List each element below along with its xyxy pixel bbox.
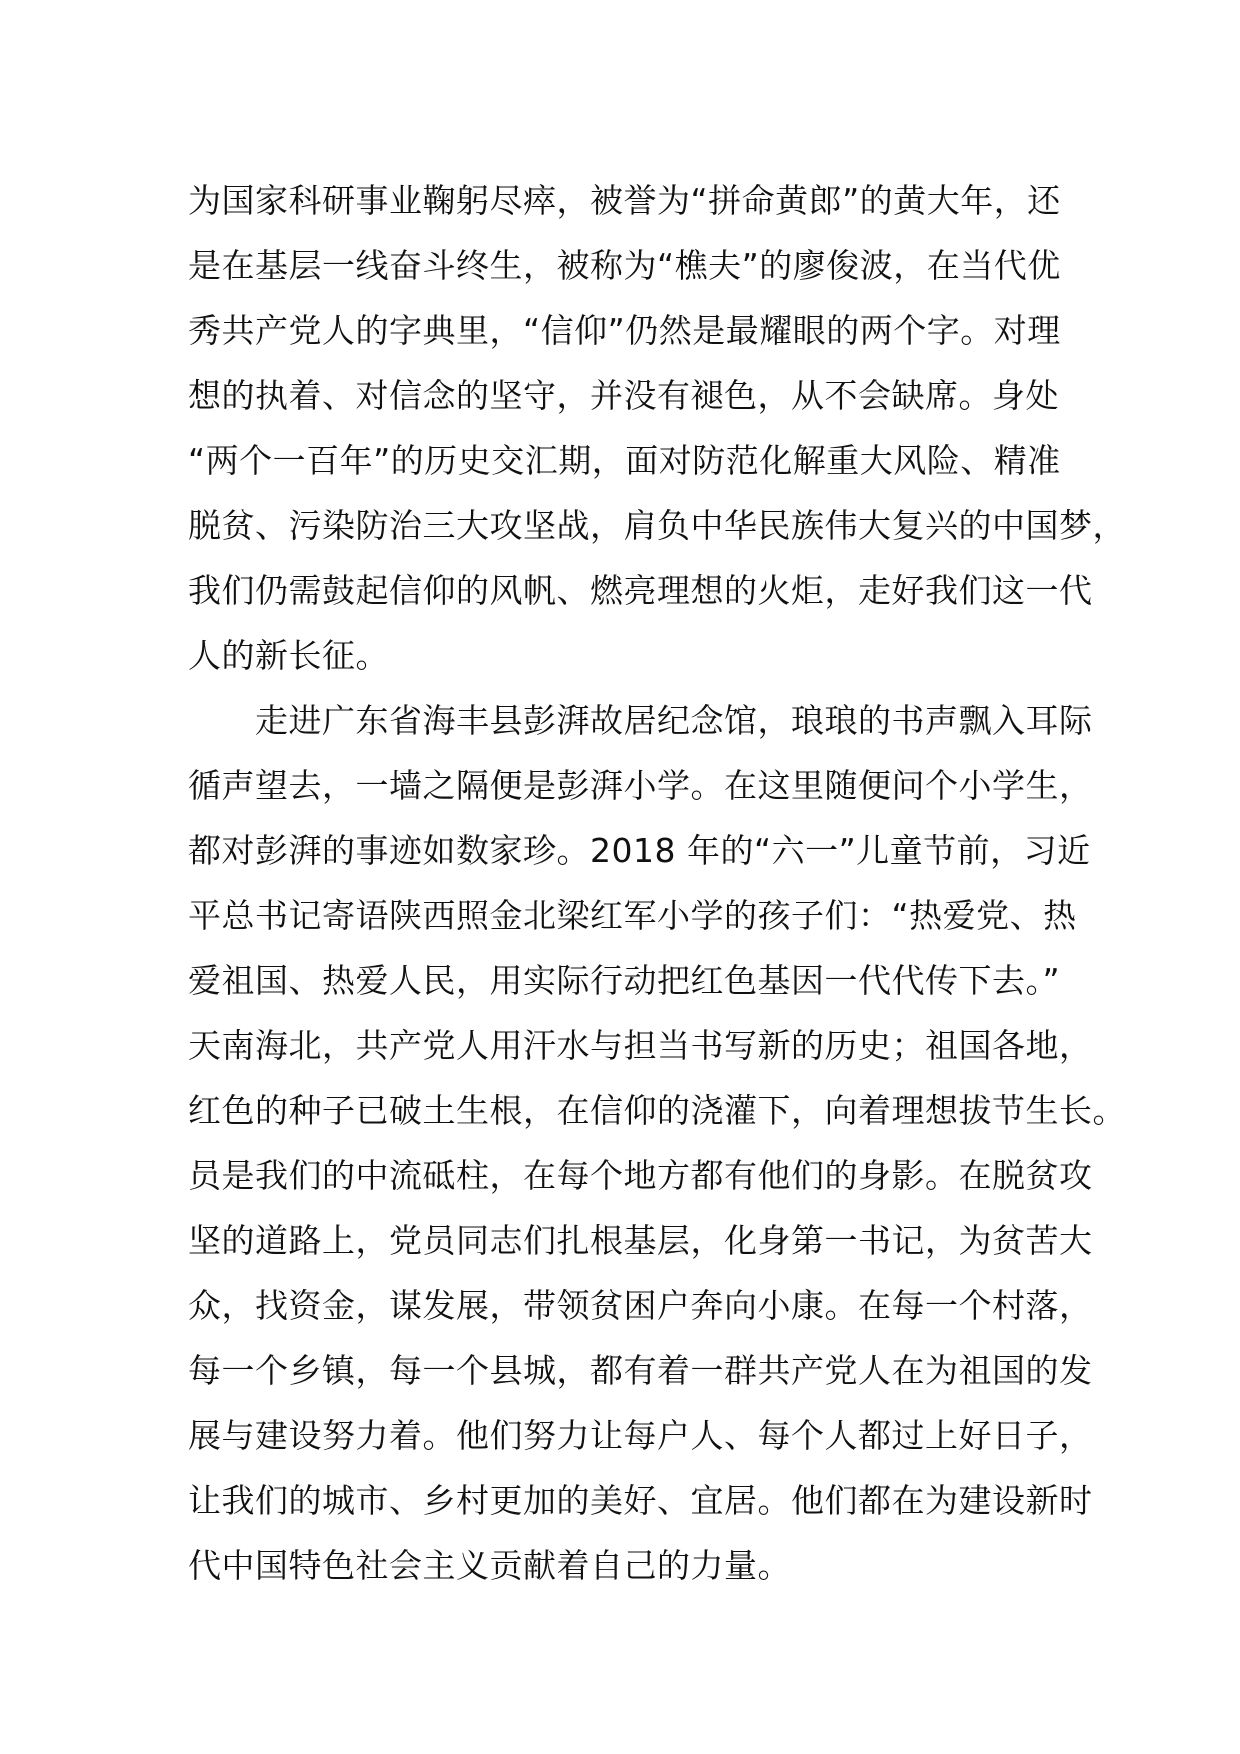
text-line: 展与建设努力着。他们努力让每户人、每个人都过上好日子， [188, 1416, 1093, 1455]
text-line: 为国家科研事业鞠躬尽瘁，被誉为“拼命黄郎”的黄大年，还 [188, 181, 1061, 220]
text-line: 平总书记寄语陕西照金北梁红军小学的孩子们：“热爱党、热 [188, 896, 1077, 935]
text-line: 代中国特色社会主义贡献着自己的力量。 [188, 1546, 791, 1585]
text-line: 我们仍需鼓起信仰的风帆、燃亮理想的火炬，走好我们这一代 [188, 571, 1093, 610]
text-line: 是在基层一线奋斗终生，被称为“樵夫”的廖俊波，在当代优 [188, 246, 1061, 285]
text-line: 循声望去，一墙之隔便是彭湃小学。在这里随便问个小学生， [188, 766, 1093, 805]
text-line: 爱祖国、热爱人民，用实际行动把红色基因一代代传下去。” [188, 961, 1061, 1000]
text-line: 坚的道路上，党员同志们扎根基层，化身第一书记，为贫苦大 [188, 1221, 1093, 1260]
text-line: 人的新长征。 [188, 636, 389, 675]
text-line: 让我们的城市、乡村更加的美好、宜居。他们都在为建设新时 [188, 1481, 1093, 1520]
text-line: 走进广东省海丰县彭湃故居纪念馆，琅琅的书声飘入耳际 [188, 701, 1093, 740]
text-line: 脱贫、污染防治三大攻坚战，肩负中华民族伟大复兴的中国梦， [188, 506, 1126, 545]
text-line: 秀共产党人的字典里，“信仰”仍然是最耀眼的两个字。对理 [188, 311, 1061, 350]
text-line: 天南海北，共产党人用汗水与担当书写新的历史；祖国各地， [188, 1026, 1093, 1065]
text-line: 众，找资金，谋发展，带领贫困户奔向小康。在每一个村落， [188, 1286, 1093, 1325]
body-text [188, 168, 1126, 1598]
text-line: 红色的种子已破土生根，在信仰的浇灌下，向着理想拔节生长。 [188, 1091, 1126, 1130]
text-line: 想的执着、对信念的坚守，并没有褪色，从不会缺席。身处 [188, 376, 1059, 415]
text-line: 都对彭湃的事迹如数家珍。2018 年的“六一”儿童节前，习近 [188, 831, 1091, 870]
text-line: 员是我们的中流砥柱，在每个地方都有他们的身影。在脱贫攻 [188, 1156, 1093, 1195]
text-line: “两个一百年”的历史交汇期，面对防范化解重大风险、精准 [188, 441, 1061, 480]
text-line: 每一个乡镇，每一个县城，都有着一群共产党人在为祖国的发 [188, 1351, 1093, 1390]
